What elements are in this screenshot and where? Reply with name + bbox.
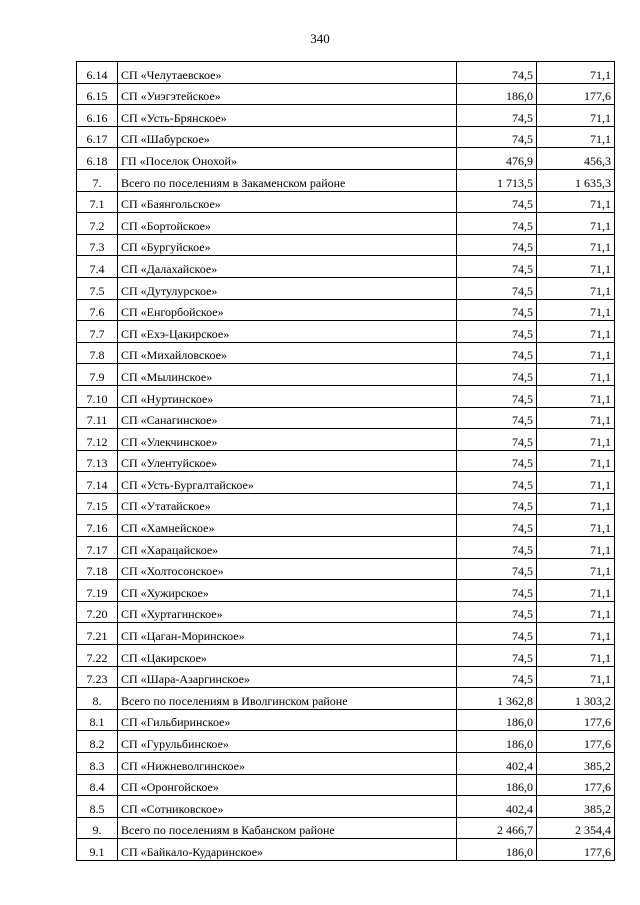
- row-number-cell: 7.12: [77, 429, 118, 451]
- value-2-cell: 71,1: [537, 407, 615, 429]
- value-2-cell: 71,1: [537, 645, 615, 667]
- table-row: [77, 105, 615, 127]
- settlement-name-cell: СП «Хамнейское»: [118, 515, 457, 537]
- settlement-name-cell: СП «Холтосонское»: [118, 558, 457, 580]
- settlement-name-cell: СП «Оронгойское»: [118, 774, 457, 796]
- settlement-name-cell: СП «Улекчинское»: [118, 429, 457, 451]
- value-2-cell: 385,2: [537, 753, 615, 775]
- row-number-cell: 7.5: [77, 277, 118, 299]
- row-number-cell: 8.: [77, 688, 118, 710]
- table-row: [77, 83, 615, 105]
- table-row: [77, 688, 615, 710]
- value-1-cell: 74,5: [457, 645, 537, 667]
- table-row: [77, 342, 615, 364]
- value-2-cell: 71,1: [537, 62, 615, 84]
- value-1-cell: 74,5: [457, 450, 537, 472]
- row-number-cell: 9.1: [77, 839, 118, 861]
- row-number-cell: 7.23: [77, 666, 118, 688]
- row-number-cell: 7.2: [77, 213, 118, 235]
- value-1-cell: 74,5: [457, 234, 537, 256]
- value-2-cell: 177,6: [537, 83, 615, 105]
- value-2-cell: 71,1: [537, 580, 615, 602]
- settlement-name-cell: СП «Баянгольское»: [118, 191, 457, 213]
- value-2-cell: 71,1: [537, 321, 615, 343]
- settlement-name-cell: Всего по поселениям в Кабанском районе: [118, 817, 457, 839]
- table-row: [77, 126, 615, 148]
- settlement-name-cell: СП «Нуртинское»: [118, 385, 457, 407]
- value-1-cell: 74,5: [457, 472, 537, 494]
- value-2-cell: 71,1: [537, 623, 615, 645]
- value-2-cell: 71,1: [537, 472, 615, 494]
- settlement-name-cell: СП «Далахайское»: [118, 256, 457, 278]
- settlement-name-cell: Всего по поселениям в Закаменском районе: [118, 169, 457, 191]
- settlement-name-cell: СП «Челутаевское»: [118, 62, 457, 84]
- settlement-name-cell: СП «Гильбиринское»: [118, 709, 457, 731]
- value-2-cell: 71,1: [537, 191, 615, 213]
- row-number-cell: 7.17: [77, 537, 118, 559]
- value-2-cell: 71,1: [537, 342, 615, 364]
- value-1-cell: 2 466,7: [457, 817, 537, 839]
- settlement-name-cell: СП «Бортойское»: [118, 213, 457, 235]
- settlement-name-cell: СП «Хуртагинское»: [118, 601, 457, 623]
- value-2-cell: 71,1: [537, 429, 615, 451]
- row-number-cell: 7.13: [77, 450, 118, 472]
- row-number-cell: 7.9: [77, 364, 118, 386]
- value-1-cell: 74,5: [457, 126, 537, 148]
- table-body: [77, 62, 615, 861]
- value-1-cell: 74,5: [457, 105, 537, 127]
- row-number-cell: 7.14: [77, 472, 118, 494]
- table-row: [77, 839, 615, 861]
- table-row: [77, 299, 615, 321]
- table-row: [77, 731, 615, 753]
- table-row: [77, 277, 615, 299]
- row-number-cell: 7.6: [77, 299, 118, 321]
- value-2-cell: 71,1: [537, 558, 615, 580]
- settlement-name-cell: СП «Бургуйское»: [118, 234, 457, 256]
- value-1-cell: 74,5: [457, 515, 537, 537]
- value-1-cell: 74,5: [457, 407, 537, 429]
- value-2-cell: 71,1: [537, 213, 615, 235]
- row-number-cell: 7.8: [77, 342, 118, 364]
- value-1-cell: 74,5: [457, 277, 537, 299]
- value-1-cell: 1 362,8: [457, 688, 537, 710]
- value-2-cell: 71,1: [537, 105, 615, 127]
- row-number-cell: 7.19: [77, 580, 118, 602]
- table-row: [77, 558, 615, 580]
- table-row: [77, 537, 615, 559]
- table-row: [77, 753, 615, 775]
- settlement-name-cell: СП «Енгорбойское»: [118, 299, 457, 321]
- row-number-cell: 6.14: [77, 62, 118, 84]
- settlement-name-cell: СП «Гурульбинское»: [118, 731, 457, 753]
- row-number-cell: 8.1: [77, 709, 118, 731]
- value-2-cell: 385,2: [537, 796, 615, 818]
- row-number-cell: 7.4: [77, 256, 118, 278]
- row-number-cell: 6.15: [77, 83, 118, 105]
- value-1-cell: 186,0: [457, 774, 537, 796]
- settlement-name-cell: СП «Шабурское»: [118, 126, 457, 148]
- value-1-cell: 74,5: [457, 623, 537, 645]
- value-2-cell: 71,1: [537, 493, 615, 515]
- value-1-cell: 74,5: [457, 191, 537, 213]
- row-number-cell: 8.2: [77, 731, 118, 753]
- table-row: [77, 774, 615, 796]
- settlement-name-cell: СП «Михайловское»: [118, 342, 457, 364]
- value-1-cell: 74,5: [457, 580, 537, 602]
- value-2-cell: 71,1: [537, 234, 615, 256]
- settlement-name-cell: Всего по поселениям в Иволгинском районе: [118, 688, 457, 710]
- settlement-name-cell: СП «Уиэгэтейское»: [118, 83, 457, 105]
- value-1-cell: 74,5: [457, 62, 537, 84]
- value-1-cell: 476,9: [457, 148, 537, 170]
- value-2-cell: 71,1: [537, 537, 615, 559]
- row-number-cell: 8.3: [77, 753, 118, 775]
- value-1-cell: 74,5: [457, 321, 537, 343]
- row-number-cell: 7.3: [77, 234, 118, 256]
- settlement-name-cell: СП «Ехэ-Цакирское»: [118, 321, 457, 343]
- row-number-cell: 6.18: [77, 148, 118, 170]
- value-2-cell: 71,1: [537, 277, 615, 299]
- value-2-cell: 71,1: [537, 666, 615, 688]
- row-number-cell: 7.18: [77, 558, 118, 580]
- settlement-name-cell: СП «Санагинское»: [118, 407, 457, 429]
- value-1-cell: 402,4: [457, 796, 537, 818]
- value-1-cell: 402,4: [457, 753, 537, 775]
- value-1-cell: 74,5: [457, 342, 537, 364]
- settlement-name-cell: СП «Дутулурское»: [118, 277, 457, 299]
- value-1-cell: 74,5: [457, 299, 537, 321]
- settlement-name-cell: СП «Улентуйское»: [118, 450, 457, 472]
- value-1-cell: 74,5: [457, 256, 537, 278]
- value-2-cell: 71,1: [537, 126, 615, 148]
- row-number-cell: 8.4: [77, 774, 118, 796]
- value-2-cell: 71,1: [537, 299, 615, 321]
- table-row: [77, 407, 615, 429]
- value-2-cell: 71,1: [537, 450, 615, 472]
- settlement-name-cell: СП «Усть-Брянское»: [118, 105, 457, 127]
- settlement-name-cell: СП «Нижневолгинское»: [118, 753, 457, 775]
- page-number: 340: [310, 31, 330, 46]
- settlement-name-cell: СП «Шара-Азаргинское»: [118, 666, 457, 688]
- value-2-cell: 1 635,3: [537, 169, 615, 191]
- table-row: [77, 256, 615, 278]
- row-number-cell: 7.1: [77, 191, 118, 213]
- row-number-cell: 6.17: [77, 126, 118, 148]
- row-number-cell: 6.16: [77, 105, 118, 127]
- value-2-cell: 71,1: [537, 385, 615, 407]
- table-row: [77, 580, 615, 602]
- value-2-cell: 2 354,4: [537, 817, 615, 839]
- row-number-cell: 7.11: [77, 407, 118, 429]
- value-2-cell: 71,1: [537, 256, 615, 278]
- value-2-cell: 1 303,2: [537, 688, 615, 710]
- table-row: [77, 709, 615, 731]
- row-number-cell: 7.22: [77, 645, 118, 667]
- settlement-name-cell: СП «Цакирское»: [118, 645, 457, 667]
- table-row: [77, 472, 615, 494]
- value-2-cell: 177,6: [537, 774, 615, 796]
- table-row: [77, 450, 615, 472]
- settlement-name-cell: СП «Усть-Бургалтайское»: [118, 472, 457, 494]
- settlement-name-cell: СП «Цаган-Моринское»: [118, 623, 457, 645]
- table-row: [77, 364, 615, 386]
- settlement-name-cell: СП «Хужирское»: [118, 580, 457, 602]
- table-row: [77, 817, 615, 839]
- table-row: [77, 796, 615, 818]
- row-number-cell: 7.10: [77, 385, 118, 407]
- value-1-cell: 74,5: [457, 364, 537, 386]
- value-2-cell: 177,6: [537, 839, 615, 861]
- value-1-cell: 186,0: [457, 839, 537, 861]
- table-row: [77, 148, 615, 170]
- table-row: [77, 666, 615, 688]
- row-number-cell: 7.20: [77, 601, 118, 623]
- value-1-cell: 186,0: [457, 709, 537, 731]
- settlement-name-cell: СП «Утатайское»: [118, 493, 457, 515]
- settlement-name-cell: СП «Харацайское»: [118, 537, 457, 559]
- table-row: [77, 429, 615, 451]
- settlement-name-cell: ГП «Поселок Онохой»: [118, 148, 457, 170]
- row-number-cell: 9.: [77, 817, 118, 839]
- table-row: [77, 213, 615, 235]
- row-number-cell: 7.: [77, 169, 118, 191]
- value-1-cell: 74,5: [457, 601, 537, 623]
- budget-table: [76, 61, 615, 861]
- row-number-cell: 7.16: [77, 515, 118, 537]
- value-1-cell: 74,5: [457, 213, 537, 235]
- table-row: [77, 515, 615, 537]
- row-number-cell: 7.7: [77, 321, 118, 343]
- settlement-name-cell: СП «Мылинское»: [118, 364, 457, 386]
- value-1-cell: 186,0: [457, 83, 537, 105]
- value-1-cell: 74,5: [457, 558, 537, 580]
- value-1-cell: 74,5: [457, 429, 537, 451]
- table-row: [77, 234, 615, 256]
- value-1-cell: 1 713,5: [457, 169, 537, 191]
- value-2-cell: 71,1: [537, 601, 615, 623]
- value-2-cell: 177,6: [537, 709, 615, 731]
- table-row: [77, 645, 615, 667]
- row-number-cell: 7.21: [77, 623, 118, 645]
- value-2-cell: 71,1: [537, 515, 615, 537]
- value-2-cell: 71,1: [537, 364, 615, 386]
- row-number-cell: 7.15: [77, 493, 118, 515]
- value-1-cell: 74,5: [457, 385, 537, 407]
- table-row: [77, 623, 615, 645]
- settlement-name-cell: СП «Сотниковское»: [118, 796, 457, 818]
- row-number-cell: 8.5: [77, 796, 118, 818]
- table-row: [77, 169, 615, 191]
- settlement-name-cell: СП «Байкало-Кударинское»: [118, 839, 457, 861]
- value-1-cell: 74,5: [457, 537, 537, 559]
- table-row: [77, 62, 615, 84]
- table-row: [77, 493, 615, 515]
- table-row: [77, 601, 615, 623]
- value-1-cell: 186,0: [457, 731, 537, 753]
- value-1-cell: 74,5: [457, 666, 537, 688]
- value-1-cell: 74,5: [457, 493, 537, 515]
- table-row: [77, 321, 615, 343]
- table-row: [77, 191, 615, 213]
- table-row: [77, 385, 615, 407]
- value-2-cell: 456,3: [537, 148, 615, 170]
- value-2-cell: 177,6: [537, 731, 615, 753]
